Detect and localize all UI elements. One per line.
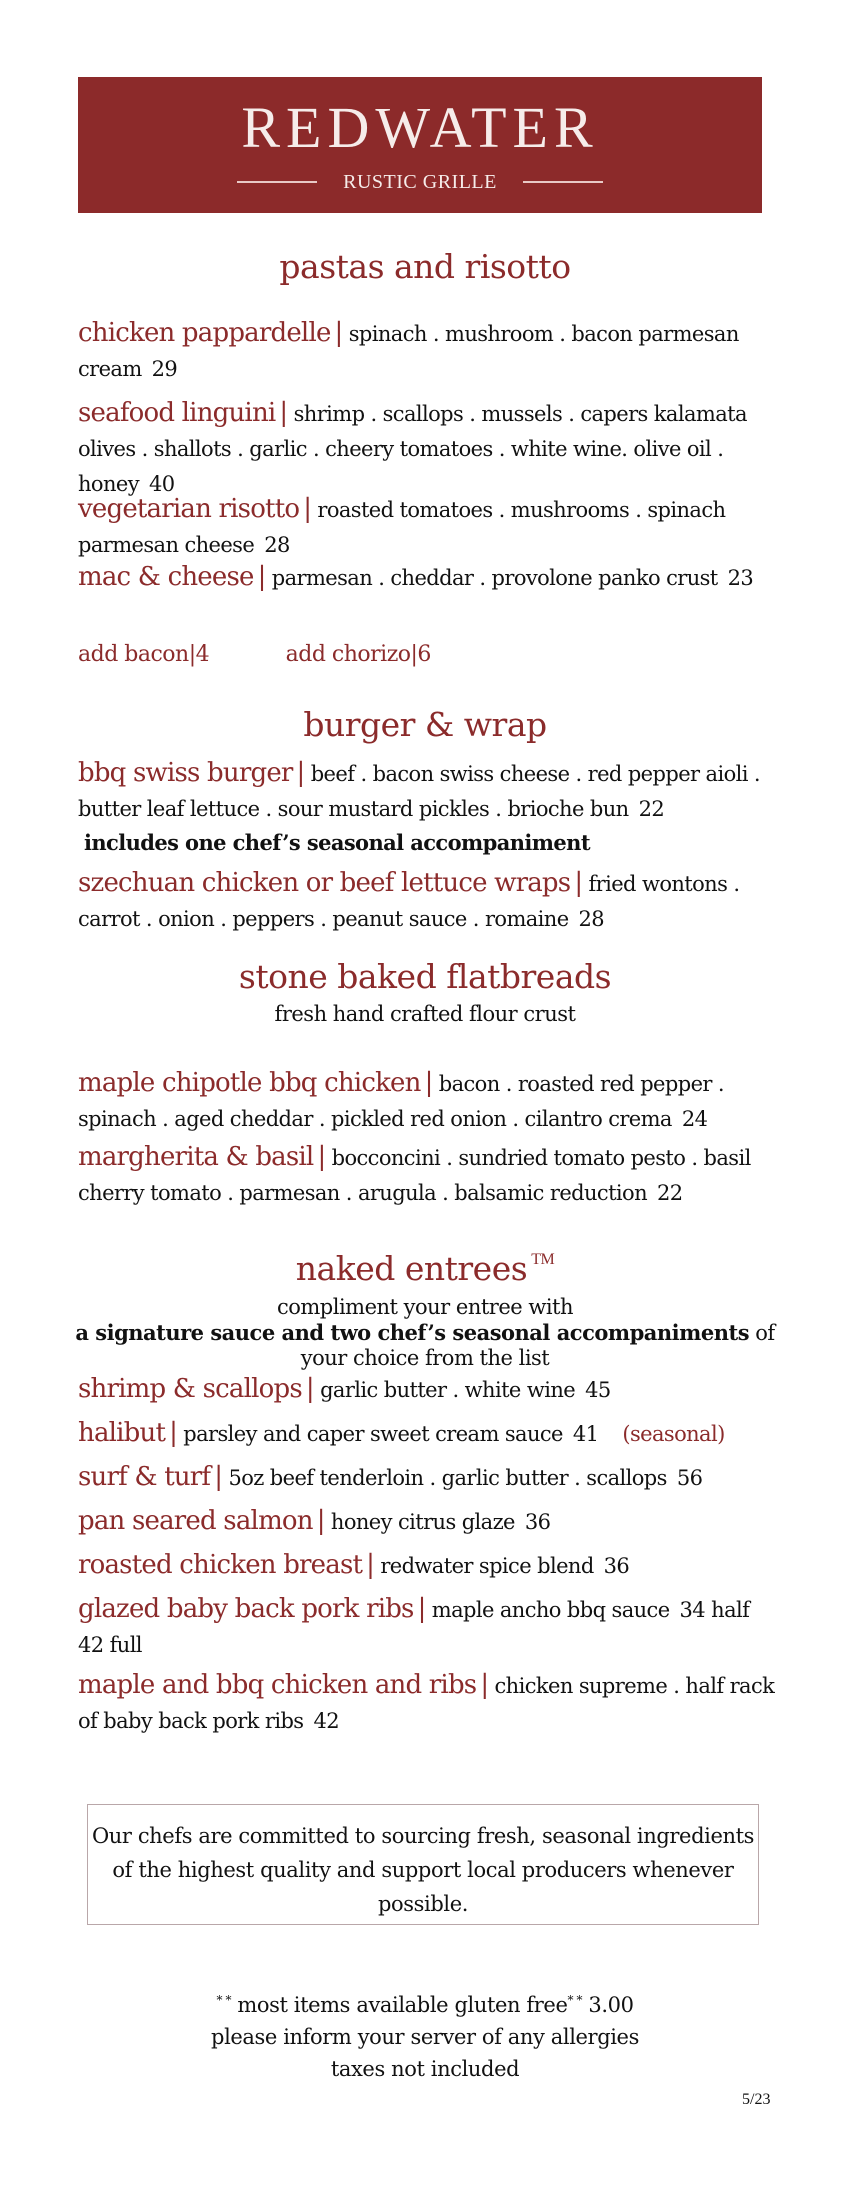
item-description: fried wontons . carrot . onion . peppers . peanut sauce . romaine bbox=[78, 872, 740, 931]
menu-item bbox=[78, 492, 778, 563]
section-title-burger: burger & wrap bbox=[303, 705, 547, 744]
item-price: 24 bbox=[681, 1107, 708, 1131]
item-name: bbq swiss burger bbox=[78, 758, 293, 788]
gluten-free-line bbox=[0, 1984, 850, 2021]
addon-chorizo: add chorizo|6 bbox=[285, 642, 431, 667]
addons-row bbox=[78, 642, 501, 667]
separator: | bbox=[214, 1462, 223, 1492]
seasonal-tag: (seasonal) bbox=[622, 1422, 725, 1446]
item-price: 34 half 42 full bbox=[78, 1598, 750, 1657]
item-description: chicken supreme . half rack of baby back pork ribs bbox=[78, 1674, 775, 1733]
item-price: 45 bbox=[585, 1378, 611, 1402]
separator: | bbox=[417, 1594, 426, 1624]
asterisks-right: * * bbox=[567, 1993, 583, 2007]
separator: | bbox=[317, 1142, 326, 1172]
separator: | bbox=[424, 1068, 433, 1098]
separator: | bbox=[366, 1550, 375, 1580]
separator: | bbox=[279, 398, 288, 428]
item-description: parmesan . cheddar . provolone panko crust bbox=[271, 566, 718, 590]
item-name: pan seared salmon bbox=[78, 1506, 313, 1536]
item-price: 41 bbox=[572, 1422, 599, 1446]
item-description: redwater spice blend bbox=[380, 1554, 594, 1578]
item-name: halibut bbox=[78, 1418, 166, 1448]
separator: | bbox=[316, 1506, 325, 1536]
restaurant-subtitle: RUSTIC GRILLE bbox=[343, 170, 497, 193]
header-banner bbox=[78, 77, 762, 213]
separator: | bbox=[257, 562, 266, 592]
item-name: seafood linguini bbox=[78, 398, 276, 428]
footer bbox=[0, 1984, 850, 2085]
restaurant-name: REDWATER bbox=[241, 95, 599, 160]
item-description: 5oz beef tenderloin . garlic butter . scallops bbox=[228, 1466, 667, 1490]
intro-line-2 bbox=[0, 1320, 850, 1346]
item-description: roasted tomatoes . mushrooms . spinach parmesan cheese bbox=[78, 498, 726, 557]
item-price: 36 bbox=[603, 1554, 630, 1578]
section-title-pastas: pastas and risotto bbox=[279, 247, 571, 286]
sourcing-note-box bbox=[87, 1804, 759, 1925]
asterisks-left: * * bbox=[216, 1993, 232, 2007]
intro-bold: a signature sauce and two chef’s seasonal accompaniments bbox=[75, 1320, 750, 1345]
naked-title-text: naked entrees bbox=[295, 1249, 528, 1288]
item-price: 42 bbox=[313, 1709, 339, 1733]
menu-item bbox=[78, 1460, 778, 1496]
item-price: 23 bbox=[727, 566, 754, 590]
item-description: shrimp . scallops . mussels . capers kalamata olives . shallots . garlic . cheery tomatoes . white wine. olive oil . honey bbox=[78, 402, 747, 496]
divider-left bbox=[237, 181, 317, 183]
item-description: bocconcini . sundried tomato pesto . basil cherry tomato . parmesan . arugula . balsamic reduction bbox=[78, 1146, 751, 1205]
item-description: spinach . mushroom . bacon parmesan cream bbox=[78, 322, 739, 381]
item-name: roasted chicken breast bbox=[78, 1550, 363, 1580]
item-description: garlic butter . white wine bbox=[320, 1378, 576, 1402]
separator: | bbox=[305, 1374, 315, 1404]
item-name: chicken pappardelle bbox=[78, 318, 331, 348]
divider-right bbox=[523, 181, 603, 183]
menu-item bbox=[78, 1592, 778, 1663]
item-price: 22 bbox=[638, 797, 665, 821]
item-description: parsley and caper sweet cream sauce bbox=[183, 1422, 563, 1446]
item-description: maple ancho bbq sauce bbox=[431, 1598, 670, 1622]
menu-item bbox=[78, 1372, 778, 1408]
subtitle-row bbox=[78, 170, 762, 194]
item-price: 22 bbox=[657, 1181, 683, 1205]
gluten-free-text: most items available gluten free bbox=[237, 1993, 568, 2017]
item-price: 28 bbox=[264, 533, 290, 557]
separator: | bbox=[574, 868, 583, 898]
menu-item bbox=[78, 1668, 778, 1739]
separator: | bbox=[303, 494, 312, 524]
item-name: maple chipotle bbq chicken bbox=[78, 1068, 421, 1098]
allergy-line: please inform your server of any allergies bbox=[211, 2025, 639, 2049]
item-name: glazed baby back pork ribs bbox=[78, 1594, 414, 1624]
sourcing-note-text: Our chefs are committed to sourcing fresh, seasonal ingredients of the highest quality and support local producers whenever possible. bbox=[91, 1824, 755, 1916]
menu-date: 5/23 bbox=[742, 2091, 771, 2108]
item-name: maple and bbq chicken and ribs bbox=[78, 1670, 477, 1700]
intro-line-3: your choice from the list bbox=[300, 1346, 550, 1370]
tax-line: taxes not included bbox=[330, 2057, 520, 2081]
item-price: 28 bbox=[578, 907, 605, 931]
menu-item bbox=[78, 756, 778, 859]
section-subtitle-flatbreads: fresh hand crafted flour crust bbox=[274, 1002, 576, 1026]
addon-bacon: add bacon|4 bbox=[78, 642, 210, 667]
menu-item bbox=[78, 1548, 778, 1584]
menu-item bbox=[78, 866, 778, 937]
section-title-flatbreads: stone baked flatbreads bbox=[238, 957, 612, 996]
menu-item bbox=[78, 1066, 778, 1137]
item-name: shrimp & scallops bbox=[78, 1374, 302, 1404]
item-name: margherita & basil bbox=[78, 1142, 314, 1172]
trademark-symbol: TM bbox=[531, 1251, 555, 1268]
item-price: 36 bbox=[524, 1510, 551, 1534]
gluten-free-price: 3.00 bbox=[588, 1993, 634, 2017]
item-name: surf & turf bbox=[78, 1462, 211, 1492]
section-title-naked bbox=[0, 1249, 850, 1288]
item-name: vegetarian risotto bbox=[78, 494, 300, 524]
item-note: includes one chef’s seasonal accompaniment bbox=[84, 830, 590, 855]
separator: | bbox=[169, 1418, 178, 1448]
menu-item bbox=[78, 316, 778, 387]
item-description: honey citrus glaze bbox=[330, 1510, 515, 1534]
intro-line-1: compliment your entree with bbox=[276, 1295, 574, 1319]
item-price: 29 bbox=[151, 357, 178, 381]
menu-item bbox=[78, 396, 778, 502]
naked-intro bbox=[0, 1295, 850, 1371]
separator: | bbox=[480, 1670, 489, 1700]
item-price: 40 bbox=[149, 472, 175, 496]
item-name: mac & cheese bbox=[78, 562, 254, 592]
menu-item bbox=[78, 1140, 778, 1211]
item-price: 56 bbox=[676, 1466, 703, 1490]
menu-item bbox=[78, 1416, 778, 1452]
separator: | bbox=[296, 758, 305, 788]
menu-item bbox=[78, 1504, 778, 1540]
item-name: szechuan chicken or beef lettuce wraps bbox=[78, 868, 571, 898]
item-description: beef . bacon swiss cheese . red pepper aioli . butter leaf lettuce . sour mustard pickles . brioche bun bbox=[78, 762, 760, 821]
intro-tail: of bbox=[749, 1321, 775, 1345]
item-description: bacon . roasted red pepper . spinach . aged cheddar . pickled red onion . cilantro crema bbox=[78, 1072, 724, 1131]
separator: | bbox=[334, 318, 343, 348]
menu-item bbox=[78, 560, 778, 596]
